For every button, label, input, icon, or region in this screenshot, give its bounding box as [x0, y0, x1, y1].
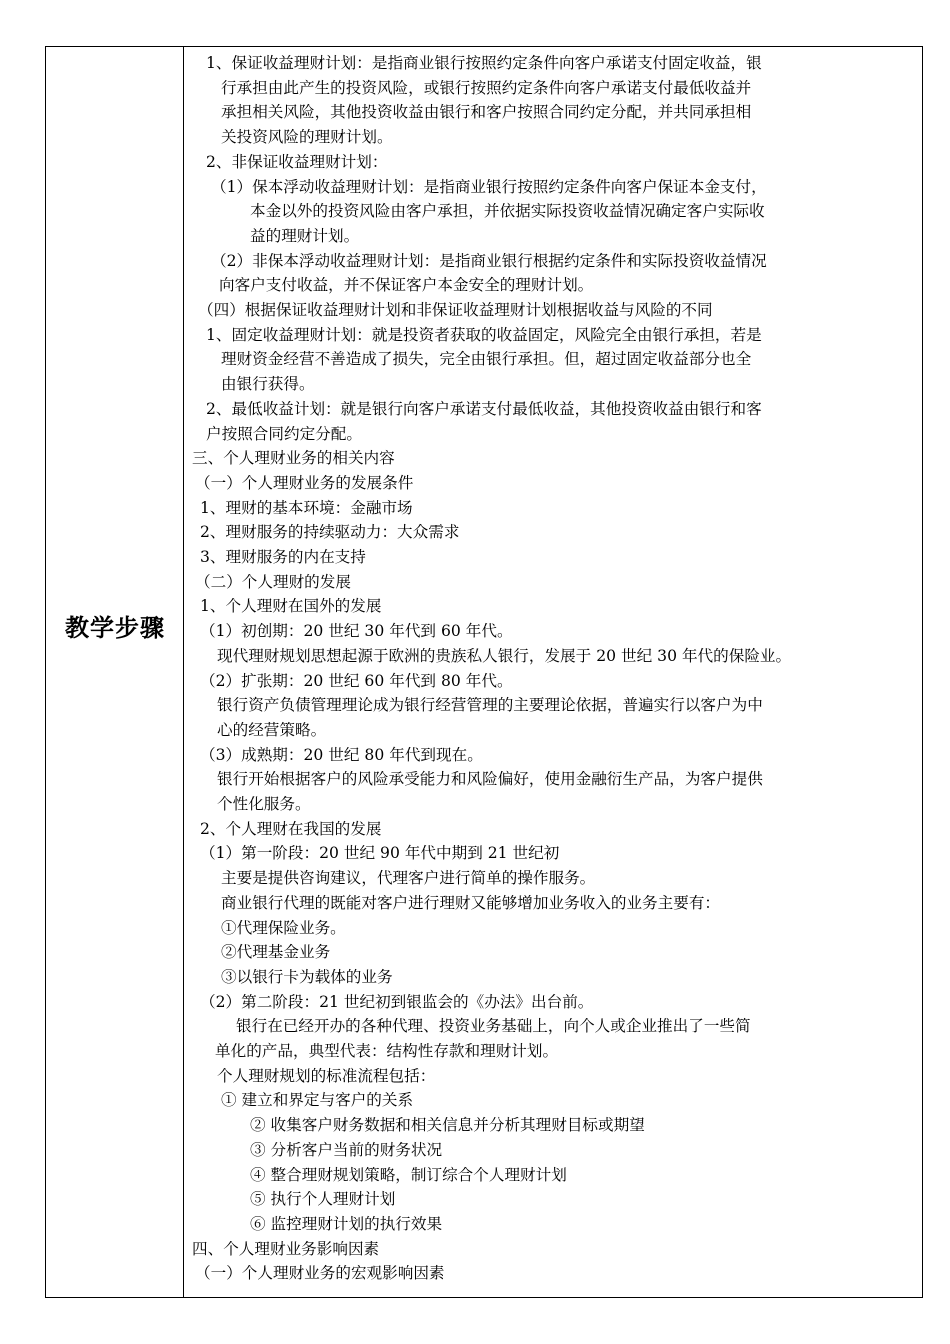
- row-label-cell: [46, 47, 184, 1297]
- text-line: 银行在已经开办的各种代理、投资业务基础上，向个人或企业推出了一些简: [236, 1017, 751, 1036]
- text-line: 行承担由此产生的投资风险，或银行按照约定条件向客户承诺支付最低收益并: [221, 78, 752, 97]
- text-line: ③ 分析客户当前的财务状况: [250, 1140, 443, 1159]
- text-line: （1）初创期：20 世纪 30 年代到 60 年代。: [200, 622, 513, 641]
- text-line: 益的理财计划。: [250, 226, 360, 245]
- text-line: （一）个人理财业务的发展条件: [195, 473, 414, 492]
- text-line: （3）成熟期：20 世纪 80 年代到现在。: [200, 745, 483, 764]
- content-cell: [184, 47, 922, 1297]
- text-line: 单化的产品，典型代表：结构性存款和理财计划。: [215, 1042, 559, 1060]
- text-line: 1、理财的基本环境：金融市场: [200, 498, 413, 517]
- text-line: 2、最低收益计划：就是银行向客户承诺支付最低收益，其他投资收益由银行和客: [206, 399, 762, 418]
- text-line: ① 建立和界定与客户的关系: [221, 1091, 414, 1110]
- text-line: ② 收集客户财务数据和相关信息并分析其理财目标或期望: [250, 1116, 645, 1135]
- text-line: （二）个人理财的发展: [195, 572, 351, 591]
- text-line: 银行开始根据客户的风险承受能力和风险偏好，使用金融衍生产品，为客户提供: [217, 770, 763, 789]
- text-line: 心的经营策略。: [217, 720, 327, 739]
- text-line: 向客户支付收益，并不保证客户本金安全的理财计划。: [219, 276, 594, 295]
- text-line: 承担相关风险，其他投资收益由银行和客户按照合同约定分配，并共同承担相: [221, 103, 752, 122]
- text-line: （1）第一阶段：20 世纪 90 年代中期到 21 世纪初: [200, 844, 560, 863]
- text-line: ④ 整合理财规划策略，制订综合个人理财计划: [250, 1165, 567, 1184]
- text-line: 由银行获得。: [221, 375, 315, 394]
- text-line: 1、固定收益理财计划：就是投资者获取的收益固定，风险完全由银行承担，若是: [206, 325, 762, 344]
- text-line: （2）扩张期：20 世纪 60 年代到 80 年代。: [200, 671, 513, 690]
- text-line: 个人理财规划的标准流程包括：: [217, 1066, 436, 1085]
- text-line: 理财资金经营不善造成了损失，完全由银行承担。但，超过固定收益部分也全: [221, 350, 752, 369]
- text-line: ⑥ 监控理财计划的执行效果: [250, 1214, 443, 1233]
- text-line: 三、个人理财业务的相关内容: [192, 449, 395, 468]
- text-line: ①代理保险业务。: [221, 918, 346, 937]
- text-line: 本金以外的投资风险由客户承担，并依据实际投资收益情况确定客户实际收: [250, 202, 765, 221]
- text-line: 主要是提供咨询建议，代理客户进行简单的操作服务。: [221, 869, 596, 888]
- text-line: 银行资产负债管理理论成为银行经营管理的主要理论依据，普遍实行以客户为中: [217, 696, 763, 715]
- text-line: 3、理财服务的内在支持: [200, 548, 366, 566]
- text-line: 四、个人理财业务影响因素: [192, 1239, 380, 1258]
- text-line: 1、保证收益理财计划：是指商业银行按照约定条件向客户承诺支付固定收益，银: [206, 54, 762, 72]
- text-line: （一）个人理财业务的宏观影响因素: [195, 1264, 445, 1283]
- row-label: 教学步骤: [65, 614, 165, 642]
- text-line: 1、个人理财在国外的发展: [200, 597, 382, 616]
- text-line: 商业银行代理的既能对客户进行理财又能够增加业务收入的业务主要有：: [221, 893, 721, 912]
- text-line: （四）根据保证收益理财计划和非保证收益理财计划根据收益与风险的不同: [198, 301, 713, 319]
- text-line: 个性化服务。: [217, 795, 311, 813]
- text-line: 2、非保证收益理财计划：: [206, 152, 388, 171]
- text-line: 2、理财服务的持续驱动力：大众需求: [200, 523, 460, 542]
- text-line: ⑤ 执行个人理财计划: [250, 1190, 396, 1209]
- text-line: 2、个人理财在我国的发展: [200, 819, 382, 838]
- text-line: 关投资风险的理财计划。: [221, 128, 393, 147]
- text-line: （2）第二阶段：21 世纪初到银监会的《办法》出台前。: [200, 992, 594, 1011]
- text-line: （1）保本浮动收益理财计划：是指商业银行按照约定条件向客户保证本金支付，: [211, 177, 767, 196]
- text-line: （2）非保本浮动收益理财计划：是指商业银行根据约定条件和实际投资收益情况: [211, 251, 767, 270]
- text-line: ②代理基金业务: [221, 943, 331, 962]
- text-line: 现代理财规划思想起源于欧洲的贵族私人银行，发展于 20 世纪 30 年代的保险业。: [217, 646, 792, 665]
- text-line: ③以银行卡为载体的业务: [221, 967, 393, 986]
- content-table: [45, 46, 923, 1298]
- text-line: 户按照合同约定分配。: [206, 424, 362, 443]
